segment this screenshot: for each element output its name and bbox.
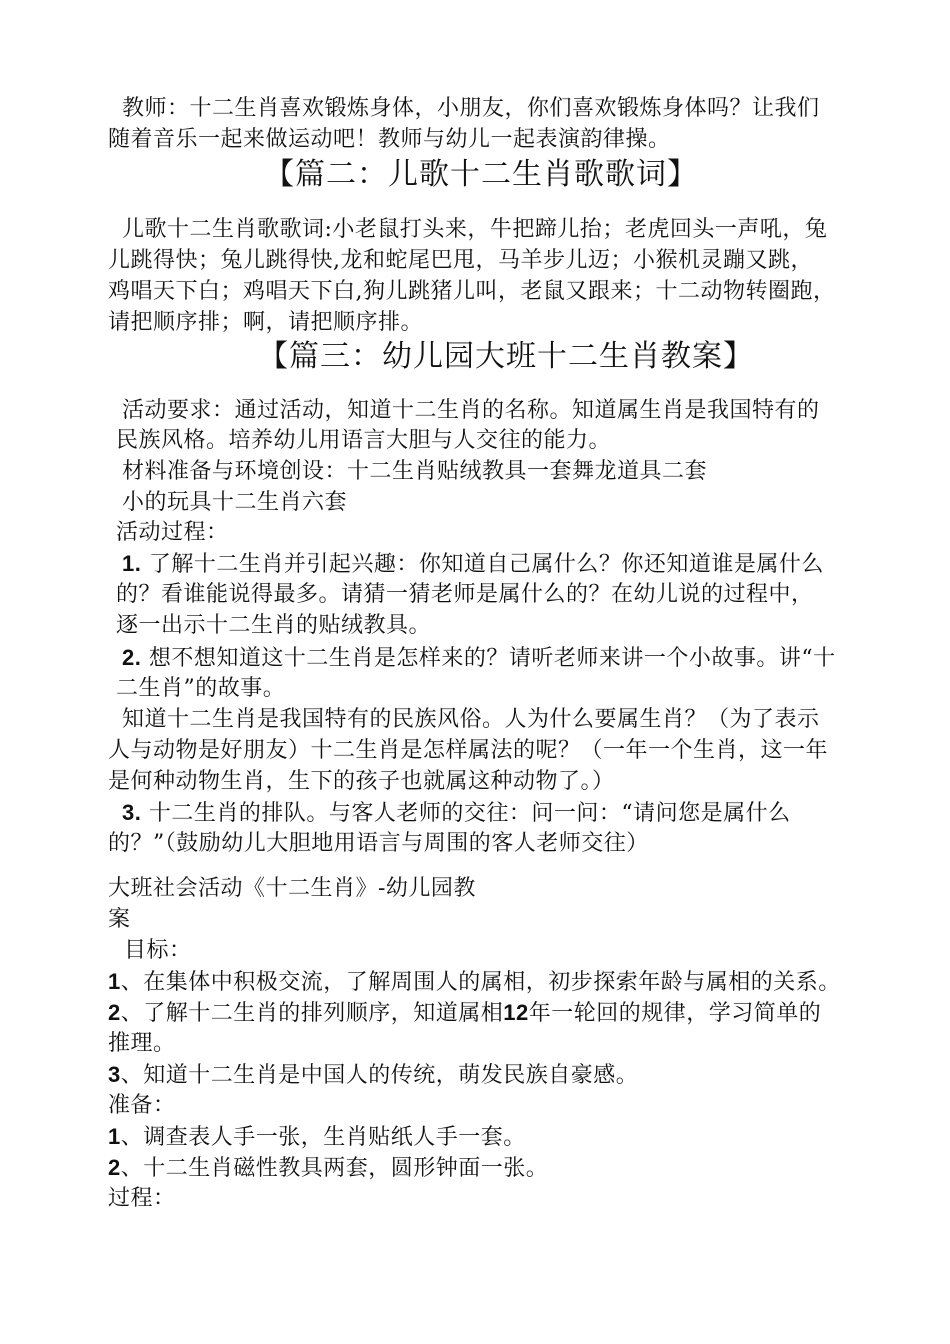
custom-line-3: 是何种动物生肖，生下的孩子也就属这种动物了。） — [108, 769, 615, 794]
goal-2-text-b: 年一轮回的规律，学习简单的 — [528, 1001, 822, 1026]
goal-1-number: 1 — [108, 969, 121, 994]
step-3-line-2: 的？”（鼓励幼儿大胆地用语言与周围的客人老师交往） — [108, 831, 649, 856]
intro-line-1: 教师：十二生肖喜欢锻炼身体，小朋友，你们喜欢锻炼身体吗？让我们 — [122, 96, 820, 121]
heading-part-two: 【篇二：儿歌十二生肖歌歌词】 — [264, 157, 698, 192]
song-line-4: 请把顺序排；啊，请把顺序排。 — [108, 310, 424, 335]
prep-label: 准备： — [108, 1093, 176, 1118]
doc-title-line-1: 大班社会活动《十二生肖》-幼儿园教 — [108, 876, 476, 901]
goal-1-text: 、在集体中积极交流，了解周围人的属相，初步探索年龄与属相的关系。 — [120, 970, 841, 995]
goal-3 — [108, 1059, 638, 1092]
prep-2-text: 、十二生肖磁性教具两套，圆形钟面一张。 — [120, 1156, 549, 1181]
step-2-number: 2. — [122, 645, 142, 670]
process-label: 过程： — [108, 1186, 176, 1211]
goal-3-number: 3 — [108, 1062, 121, 1087]
prep-1-number: 1 — [108, 1124, 121, 1149]
plan-line-3: 材料准备与环境创设：十二生肖贴绒教具一套舞龙道具二套 — [122, 459, 708, 484]
step-1-line-1 — [122, 548, 824, 581]
step-1-text: 了解十二生肖并引起兴趣：你知道自己属什么？你还知道谁是属什么 — [148, 552, 824, 577]
song-line-1: 儿歌十二生肖歌歌词:小老鼠打头来，牛把蹄儿抬；老虎回头一声吼，兔 — [122, 217, 828, 242]
goal-label: 目标： — [124, 938, 192, 963]
prep-1 — [108, 1121, 526, 1154]
step-3-number: 3. — [122, 800, 142, 825]
step-2-text: 想不想知道这十二生肖是怎样来的？请听老师来讲一个小故事。讲“十 — [148, 646, 836, 671]
song-line-2: 儿跳得快；兔儿跳得快,龙和蛇尾巴甩，马羊步儿迈；小猴机灵蹦又跳， — [108, 248, 813, 273]
goal-2-text-a: 、了解十二生肖的排列顺序，知道属相 — [120, 1001, 504, 1026]
step-2-line-1 — [122, 642, 836, 675]
goal-2-line-2: 推理。 — [108, 1031, 176, 1056]
step-3-text: 十二生肖的排队。与客人老师的交往：问一问：“请问您是属什么 — [148, 801, 791, 826]
doc-title-line-2: 案 — [108, 907, 131, 932]
prep-2-number: 2 — [108, 1155, 121, 1180]
step-3-line-1 — [122, 797, 791, 830]
intro-line-2: 随着音乐一起来做运动吧！教师与幼儿一起表演韵律操。 — [108, 127, 671, 152]
goal-2 — [108, 997, 821, 1030]
goal-1 — [108, 966, 841, 999]
goal-3-text: 、知道十二生肖是中国人的传统，萌发民族自豪感。 — [120, 1063, 639, 1088]
step-2-line-2: 二生肖”的故事。 — [116, 676, 286, 701]
plan-line-2: 民族风格。培养幼儿用语言大胆与人交往的能力。 — [116, 428, 612, 453]
prep-1-text: 、调查表人手一张，生肖贴纸人手一套。 — [120, 1125, 526, 1150]
custom-line-2: 人与动物是好朋友）十二生肖是怎样属法的呢？（一年一个生肖，这一年 — [108, 738, 829, 763]
step-1-number: 1. — [122, 551, 142, 576]
step-1-line-2: 的？看谁能说得最多。请猜一猜老师是属什么的？在幼儿说的过程中， — [116, 582, 814, 607]
song-line-3: 鸡唱天下白；鸡唱天下白,狗儿跳猪儿叫，老鼠又跟来；十二动物转圈跑， — [108, 279, 836, 304]
plan-line-5: 活动过程： — [116, 520, 229, 545]
goal-2-number: 2 — [108, 1000, 121, 1025]
goal-2-years: 12 — [503, 1000, 529, 1025]
plan-line-1: 活动要求：通过活动，知道十二生肖的名称。知道属生肖是我国特有的 — [122, 398, 820, 423]
heading-part-three: 【篇三：幼儿园大班十二生肖教案】 — [258, 339, 754, 374]
prep-2 — [108, 1152, 548, 1185]
plan-line-4: 小的玩具十二生肖六套 — [122, 490, 348, 515]
step-1-line-3: 逐一出示十二生肖的贴绒教具。 — [116, 613, 432, 638]
custom-line-1: 知道十二生肖是我国特有的民族风俗。人为什么要属生肖？（为了表示 — [122, 707, 820, 732]
